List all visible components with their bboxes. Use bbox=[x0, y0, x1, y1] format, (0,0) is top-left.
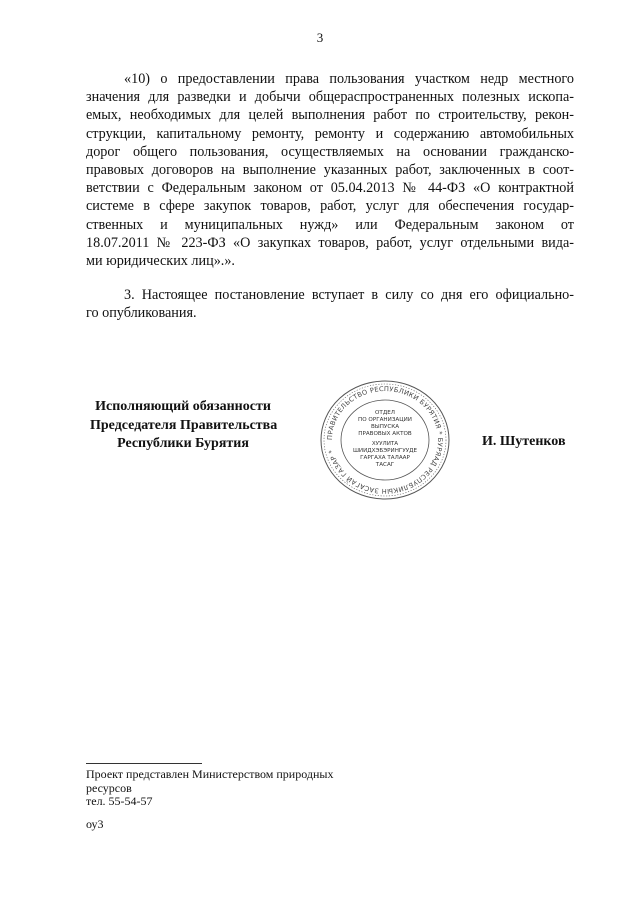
official-seal bbox=[318, 378, 452, 502]
text-line: емых, необходимых для целей выполнения работ по строительству, рекон- bbox=[86, 107, 574, 124]
text-line: ветствии с Федеральным законом от 05.04.2013 № 44-ФЗ «О контрактной bbox=[86, 180, 574, 197]
footnote-divider bbox=[86, 763, 202, 764]
text-line: 18.07.2011 № 223-ФЗ «О закупках товаров, работ, услуг отдельными вида- bbox=[86, 234, 574, 251]
text-line: ственных и муниципальных нужд» или Федеральным законом от bbox=[86, 216, 574, 233]
paragraph-effective-date bbox=[86, 286, 574, 322]
signatory-name: И. Шутенков bbox=[482, 434, 566, 449]
signatory-position bbox=[90, 398, 276, 454]
text-line: го опубликования. bbox=[86, 305, 197, 322]
footnote-line: ресурсов bbox=[86, 780, 132, 795]
text-line: струкции, капитальному ремонту, ремонту и содержанию автомобильных bbox=[86, 125, 574, 142]
seal-ring-text: ПРАВИТЕЛЬСТВО РЕСПУБЛИКИ БУРЯТИЯ * БУРЯАД РЕСПУБЛИКЫН ЗАСАГАЙ ГАЗАР * bbox=[325, 384, 445, 496]
paragraph-amendment-10 bbox=[86, 70, 574, 270]
seal-inner-text: ПРАВОВЫХ АКТОВ bbox=[358, 431, 412, 437]
seal-inner-text: ГАРГАХА ТАЛААР bbox=[360, 455, 410, 461]
signatory-position-line: Республики Бурятия bbox=[117, 436, 249, 451]
seal-inner-text: ТАСАГ bbox=[375, 462, 395, 468]
text-line: дорог общего пользования, осуществляемых на основании гражданско- bbox=[86, 143, 574, 160]
footnote-line: тел. 55-54-57 bbox=[86, 794, 153, 808]
text-line: «10) о предоставлении права пользования участком недр местного bbox=[124, 71, 574, 87]
text-line: правовых договоров на выполнение указанных работ, заключенных в соот- bbox=[86, 162, 574, 179]
seal-inner-text: ХУУЛИТА bbox=[371, 441, 399, 447]
text-line: 3. Настоящее постановление вступает в силу со дня его официально- bbox=[124, 287, 574, 303]
seal-inner-text: ОТДЕЛ bbox=[375, 410, 395, 416]
signatory-position-line: Исполняющий обязанности bbox=[95, 399, 271, 414]
text-line: значения для разведки и добычи общераспространенных полезных ископа- bbox=[86, 89, 574, 106]
footnote-line: Проект представлен Министерством природных bbox=[86, 767, 334, 781]
text-line: системе в сфере закупок товаров, работ, услуг для обеспечения государ- bbox=[86, 198, 574, 215]
footnote bbox=[86, 768, 333, 809]
document-code: оу3 bbox=[86, 817, 104, 831]
seal-inner-text: ШИИДХЭБЭРИНГУУДЕ bbox=[352, 448, 418, 454]
svg-text:ПРАВИТЕЛЬСТВО РЕСПУБЛИКИ БУРЯТ bbox=[326, 385, 444, 495]
page-number: 3 bbox=[316, 30, 324, 45]
signatory-position-line: Председателя Правительства bbox=[90, 417, 278, 433]
seal-inner-text: ВЫПУСКА bbox=[370, 424, 400, 430]
seal-inner-text: ПО ОРГАНИЗАЦИИ bbox=[358, 417, 412, 423]
text-line: ми юридических лиц».». bbox=[86, 253, 235, 270]
